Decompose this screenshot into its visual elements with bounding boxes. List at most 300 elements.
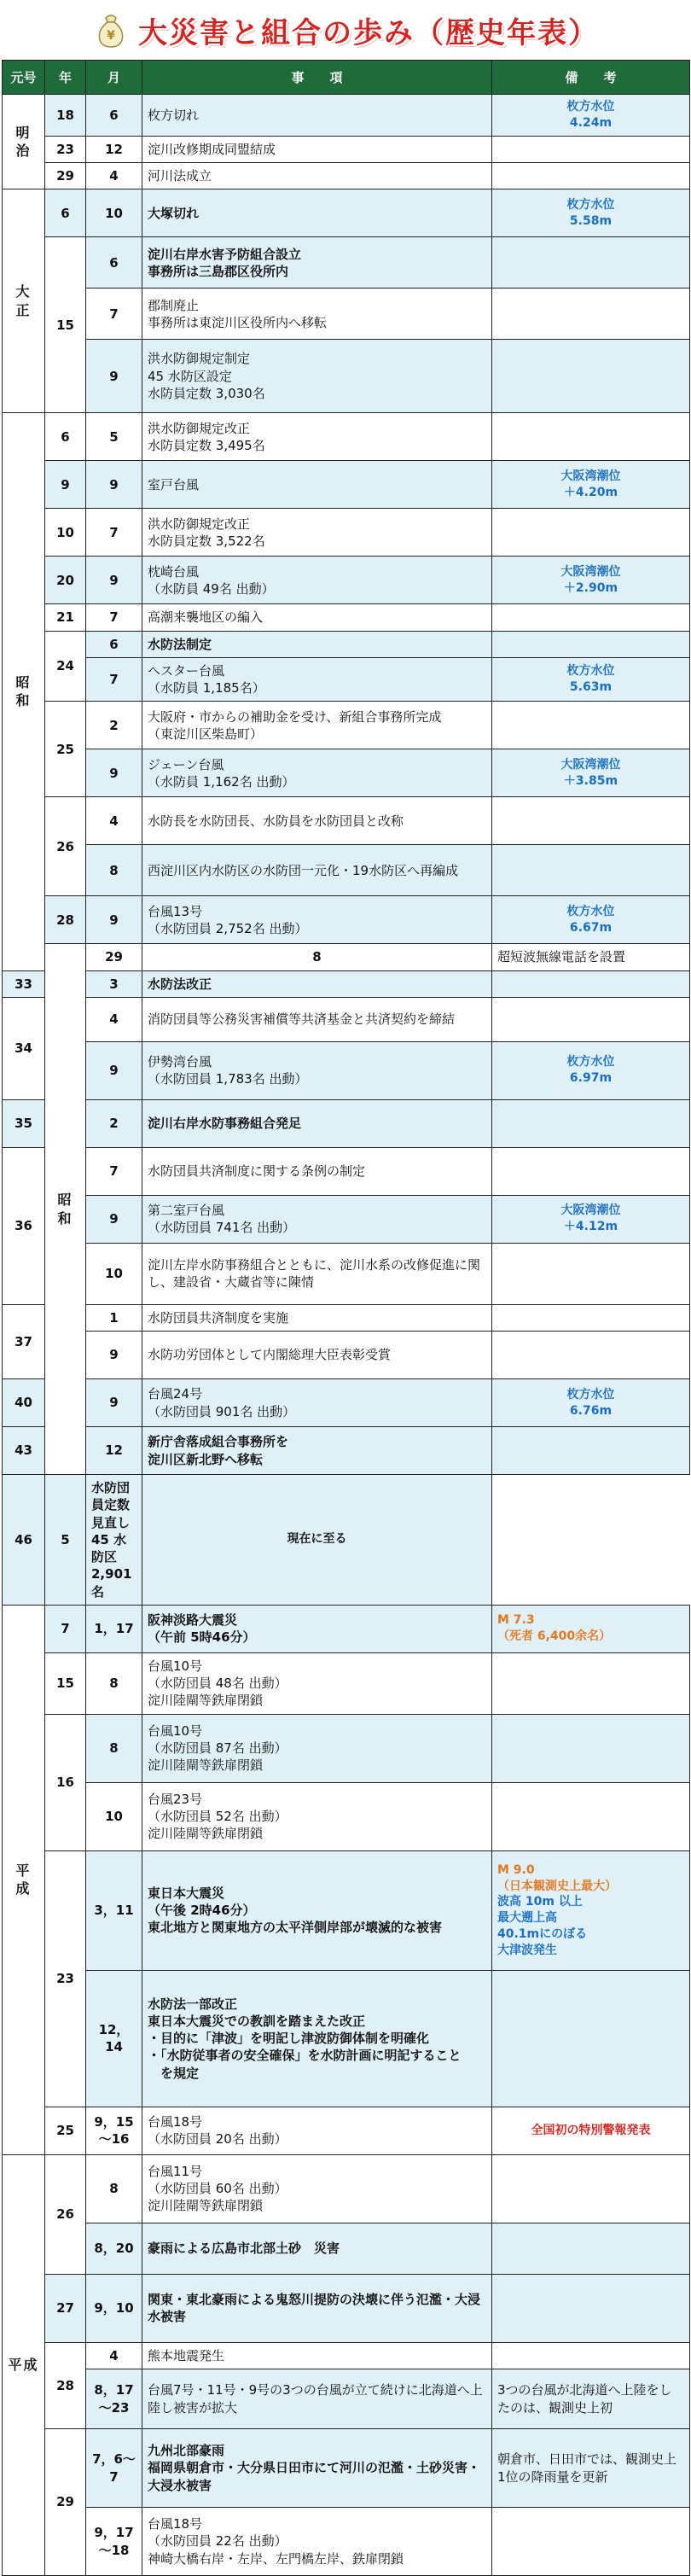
event-cell	[142, 1099, 492, 1147]
note-line: （死者 6,400余名）	[497, 1629, 612, 1644]
table-row	[3, 657, 690, 702]
month-cell: 9	[86, 1332, 142, 1379]
table-row	[3, 1195, 690, 1243]
event-line: 水防法制定	[148, 636, 212, 652]
event-line: 洪水防御規定改正	[148, 516, 251, 532]
event-line: 郡制廃止	[148, 297, 200, 313]
table-row	[3, 997, 690, 1041]
col-era: 元号	[3, 61, 45, 95]
event-line: 東日本大震災	[148, 1885, 225, 1901]
event-line: 枕崎台風	[148, 563, 200, 580]
month-cell: 10	[86, 1782, 142, 1850]
table-header-row	[3, 61, 690, 95]
note-cell	[492, 95, 690, 137]
month-cell: 9	[86, 1041, 142, 1099]
event-cell	[142, 1304, 492, 1331]
table-row	[3, 2342, 690, 2369]
month-cell: 9，17～18	[86, 2508, 142, 2576]
event-cell	[142, 189, 492, 237]
event-cell	[142, 340, 492, 413]
year-cell: 35	[3, 1099, 45, 1147]
note-line: ＋3.85m	[563, 773, 618, 788]
table-row	[3, 1243, 690, 1304]
month-cell: 9	[86, 749, 142, 797]
page-title: 大災害と組合の歩み（歴史年表）	[138, 15, 599, 50]
table-row	[3, 631, 690, 657]
note-line: 6.97m	[569, 1071, 613, 1086]
event-cell	[142, 997, 492, 1041]
month-cell: 12，14	[86, 1970, 142, 2107]
table-row	[3, 2223, 690, 2274]
event-cell	[142, 1147, 492, 1195]
note-line: 5.63m	[569, 680, 613, 695]
event-line: 水防員定数 3,522名	[148, 533, 265, 549]
note-cell	[492, 340, 690, 413]
note-cell	[492, 657, 690, 702]
table-row	[3, 288, 690, 340]
event-line: を規定	[148, 2065, 200, 2081]
event-line: 水防長を水防団長、水防員を水防団員と改称	[148, 813, 404, 829]
col-year: 年	[45, 61, 86, 95]
month-cell: 3	[86, 970, 142, 997]
event-line: 洪水防御規定改正	[148, 420, 251, 436]
year-cell: 24	[45, 631, 86, 702]
note-cell	[492, 1099, 690, 1147]
era-cell: 平 成	[3, 1605, 45, 2154]
note-cell	[492, 631, 690, 657]
table-row	[3, 95, 690, 137]
year-cell: 29	[45, 2429, 86, 2576]
table-body	[3, 95, 690, 2576]
year-cell: 29	[45, 163, 86, 189]
note-line: ＋4.12m	[563, 1220, 618, 1234]
event-line: 事務所は東淀川区役所内へ移転	[148, 314, 328, 330]
month-cell: 8	[86, 1652, 142, 1714]
event-line: （水防団員 901名 出動）	[148, 1403, 296, 1419]
note-line: 5.58m	[569, 213, 613, 228]
event-line: （水防団員 2,752名 出動）	[148, 920, 308, 936]
year-cell: 25	[45, 2107, 86, 2154]
event-cell	[86, 1475, 142, 1606]
event-cell	[142, 461, 492, 509]
year-cell: 20	[45, 557, 86, 604]
month-cell: 9，15～16	[86, 2107, 142, 2154]
table-row	[3, 1147, 690, 1195]
event-line: 水防員定数 3,030名	[148, 385, 265, 401]
event-cell	[142, 2508, 492, 2576]
event-cell	[142, 413, 492, 461]
note-line: 大阪湾潮位	[560, 1203, 621, 1218]
note-line: M 9.0	[497, 1862, 535, 1877]
event-cell	[142, 2223, 492, 2274]
event-line: （東淀川区柴島町）	[148, 726, 264, 742]
month-cell: 12	[86, 1427, 142, 1475]
note-cell	[492, 2107, 690, 2154]
note-cell	[492, 1332, 690, 1379]
table-row	[3, 797, 690, 845]
event-cell	[142, 896, 492, 944]
table-row	[3, 413, 690, 461]
note-cell	[492, 163, 690, 189]
year-cell: 43	[3, 1427, 45, 1475]
note-line: 3つの台風が北海道へ上陸をしたのは、観測史上初	[497, 2382, 672, 2416]
event-cell	[142, 2107, 492, 2154]
history-table	[2, 60, 690, 2576]
event-line: 台風24号	[148, 1386, 203, 1402]
table-row	[3, 461, 690, 509]
note-line: 枚方水位	[566, 904, 615, 918]
event-line: 枚方切れ	[148, 107, 200, 123]
month-cell: 6	[86, 631, 142, 657]
month-cell: 4	[86, 2342, 142, 2369]
col-event: 事 項	[142, 61, 492, 95]
note-cell	[142, 1475, 492, 1606]
event-line: 事務所は三島郡区役所内	[148, 263, 289, 279]
table-row	[3, 2154, 690, 2223]
year-cell: 37	[3, 1304, 45, 1378]
note-cell	[492, 1195, 690, 1243]
year-cell: 27	[45, 2274, 86, 2342]
table-row	[3, 1099, 690, 1147]
event-line: （水防団員 52名 出動）	[148, 1809, 287, 1825]
event-cell	[142, 2369, 492, 2429]
event-cell	[142, 2154, 492, 2223]
event-line: （水防団員 22名 出動）	[148, 2533, 287, 2550]
table-row	[3, 749, 690, 797]
year-cell: 40	[3, 1379, 45, 1427]
event-cell	[142, 1652, 492, 1714]
month-cell: 10	[86, 1243, 142, 1304]
year-cell: 18	[45, 95, 86, 137]
note-cell	[492, 970, 690, 997]
year-cell: 28	[45, 896, 86, 944]
event-line: 台風18号	[148, 2516, 203, 2532]
table-row	[3, 2429, 690, 2508]
month-cell: 7	[86, 509, 142, 557]
event-cell	[492, 944, 690, 970]
year-cell: 36	[3, 1147, 45, 1304]
year-cell: 6	[45, 189, 86, 237]
year-cell: 46	[3, 1475, 45, 1606]
table-row	[3, 557, 690, 604]
month-cell: 5	[45, 1475, 86, 1606]
event-cell	[142, 1714, 492, 1782]
event-cell	[142, 163, 492, 189]
event-cell	[142, 2429, 492, 2508]
event-line: 淀川改修期成同盟結成	[148, 141, 276, 157]
event-line: 淀川陸閘等鉄扉閉鎖	[148, 2198, 264, 2214]
table-row	[3, 944, 690, 970]
year-cell: 23	[45, 136, 86, 162]
month-cell: 9	[86, 340, 142, 413]
event-line: 水防員定数 3,495名	[148, 437, 265, 453]
note-line: 大津波発生	[497, 1944, 557, 1958]
event-cell	[142, 1782, 492, 1850]
month-cell: 7	[86, 288, 142, 340]
table-row	[3, 2508, 690, 2576]
table-row	[3, 2107, 690, 2154]
note-cell	[492, 797, 690, 845]
event-line: 45 水防区設定	[148, 368, 232, 384]
event-line: ・目的に「津波」を明記し津波防御体制を明確化	[148, 2031, 430, 2047]
event-cell	[142, 1379, 492, 1427]
note-line: 40.1mにのぼる	[497, 1927, 588, 1942]
era-cell: 明 治	[3, 95, 45, 189]
event-cell	[142, 288, 492, 340]
month-cell: 7	[86, 604, 142, 631]
event-line: 東日本大震災での教訓を踏まえた改正	[148, 2013, 366, 2029]
col-month: 月	[86, 61, 142, 95]
event-line: 水防法一部改正	[148, 1996, 238, 2012]
event-line: ジェーン台風	[148, 756, 224, 772]
note-line: 最大遡上高	[497, 1911, 557, 1926]
event-line: （午後 2時46分）	[148, 1903, 256, 1919]
event-line: 西淀川区内水防区の水防団一元化・19水防区へ再編成	[148, 862, 459, 878]
table-row	[3, 237, 690, 288]
year-cell: 25	[45, 702, 86, 797]
era-cell: 昭 和	[45, 944, 86, 1475]
month-cell: 7，6～7	[86, 2429, 142, 2508]
year-cell: 23	[45, 1850, 86, 2107]
note-cell	[492, 1147, 690, 1195]
event-cell	[142, 657, 492, 702]
event-line: 水防功労団体として内閣総理大臣表彰受賞	[148, 1347, 392, 1363]
event-line: 伊勢湾台風	[148, 1054, 212, 1070]
era-cell: 昭 和	[3, 413, 45, 970]
month-cell: 4	[86, 997, 142, 1041]
month-cell: 5	[86, 413, 142, 461]
table-row	[3, 1605, 690, 1652]
note-cell	[492, 1041, 690, 1099]
event-line: ・「水防従事者の安全確保」を水防計画に明記すること	[148, 2048, 462, 2064]
note-line: 4.24m	[569, 115, 613, 130]
event-line: 高潮来襲地区の編入	[148, 609, 264, 626]
event-cell	[142, 1605, 492, 1652]
event-line: 第二室戸台風	[148, 1203, 225, 1219]
month-cell: 6	[86, 237, 142, 288]
event-line: 河川法成立	[148, 168, 212, 184]
month-cell: 8，20	[86, 2223, 142, 2274]
month-cell: 8	[86, 2154, 142, 2223]
event-cell	[142, 2274, 492, 2342]
event-cell	[142, 2342, 492, 2369]
note-cell	[492, 237, 690, 288]
note-line: 朝倉市、日田市では、観測史上1位の降雨量を更新	[497, 2451, 677, 2485]
note-line: ＋2.90m	[563, 580, 618, 595]
note-line: 枚方水位	[566, 664, 615, 679]
event-line: 福岡県朝倉市・大分県日田市にて河川の氾濫・土砂災害・大浸水被害	[148, 2460, 481, 2493]
event-line: 台風7号・11号・9号の3つの台風が立て続けに北海道へ上陸し被害が拡大	[148, 2382, 483, 2416]
note-cell	[492, 1243, 690, 1304]
event-cell	[142, 702, 492, 749]
note-cell	[492, 2508, 690, 2576]
event-line: 淀川右岸水害予防組合設立	[148, 246, 302, 262]
note-cell	[492, 2154, 690, 2223]
event-line: 台風23号	[148, 1791, 203, 1807]
year-cell: 15	[45, 237, 86, 413]
event-cell	[142, 797, 492, 845]
page-header	[0, 0, 691, 60]
month-cell: 6	[86, 95, 142, 137]
table-row	[3, 1475, 690, 1606]
month-cell: 9，10	[86, 2274, 142, 2342]
note-line: 大阪湾潮位	[560, 564, 621, 579]
month-cell: 9	[86, 1379, 142, 1427]
note-cell	[492, 1605, 690, 1652]
table-row	[3, 136, 690, 162]
note-cell	[492, 1714, 690, 1782]
month-cell: 2	[86, 1099, 142, 1147]
note-cell	[492, 1304, 690, 1331]
note-cell	[492, 2369, 690, 2429]
event-line: （水防員 1,162名 出動）	[148, 773, 295, 790]
year-cell: 9	[45, 461, 86, 509]
table-row	[3, 509, 690, 557]
note-cell	[492, 1427, 690, 1475]
month-cell: 3，11	[86, 1850, 142, 1970]
title-wrap	[92, 9, 599, 51]
event-line: 淀川陸閘等鉄扉閉鎖	[148, 1693, 264, 1709]
event-line: 九州北部豪雨	[148, 2443, 225, 2459]
year-cell: 33	[3, 970, 45, 997]
note-cell	[492, 1970, 690, 2107]
event-line: 大阪府・市からの補助金を受け、新組合事務所完成	[148, 708, 442, 725]
note-cell	[492, 702, 690, 749]
event-line: 台風10号	[148, 1722, 203, 1739]
note-cell	[492, 189, 690, 237]
note-line: M 7.3	[497, 1613, 535, 1628]
event-line: 関東・東北豪雨による鬼怒川提防の決壊に伴う氾濫・大浸水被害	[148, 2292, 481, 2325]
event-cell	[142, 237, 492, 288]
event-cell	[142, 136, 492, 162]
event-line: 洪水防御規定制定	[148, 351, 251, 367]
event-cell	[142, 1332, 492, 1379]
event-line: （水防団員 20名 出動）	[148, 2131, 287, 2148]
event-cell	[142, 95, 492, 137]
event-line: 阪神淡路大震災	[148, 1612, 238, 1629]
month-cell: 1，17	[86, 1605, 142, 1652]
event-cell	[142, 1850, 492, 1970]
event-line: 台風13号	[148, 903, 203, 919]
note-cell	[492, 1652, 690, 1714]
table-row	[3, 1304, 690, 1331]
table-row	[3, 1850, 690, 1970]
svg-text:¥: ¥	[107, 29, 115, 43]
note-cell	[492, 1782, 690, 1850]
note-cell	[492, 461, 690, 509]
year-cell: 10	[45, 509, 86, 557]
table-row	[3, 1427, 690, 1475]
event-cell	[142, 631, 492, 657]
event-line: 水防団員共済制度を実施	[148, 1309, 289, 1326]
event-line: 淀川陸閘等鉄扉閉鎖	[148, 1826, 264, 1842]
note-line: ＋4.20m	[563, 485, 618, 499]
event-line: 大塚切れ	[148, 205, 200, 221]
note-line: 現在に至る	[287, 1532, 347, 1547]
event-line: 水防団員定数見直し	[91, 1480, 131, 1530]
year-cell: 7	[45, 1605, 86, 1652]
note-cell	[492, 509, 690, 557]
month-cell: 9	[86, 896, 142, 944]
month-cell: 4	[86, 797, 142, 845]
event-line: 神崎大橋右岸・左岸、左門橋左岸、鉄扉閉鎖	[148, 2550, 404, 2567]
event-cell	[142, 845, 492, 896]
table-row	[3, 845, 690, 896]
year-cell: 15	[45, 1652, 86, 1714]
table-row	[3, 163, 690, 189]
event-line: 台風18号	[148, 2114, 203, 2130]
note-cell	[492, 2274, 690, 2342]
month-cell: 9	[86, 1195, 142, 1243]
table-row	[3, 1714, 690, 1782]
event-line: 淀川右岸水防事務組合発足	[148, 1116, 302, 1132]
year-cell: 16	[45, 1714, 86, 1850]
event-line: ヘスター台風	[148, 662, 225, 679]
table-row	[3, 189, 690, 237]
event-line: 45 水防区 2,901名	[91, 1531, 132, 1600]
event-cell	[142, 1970, 492, 2107]
month-cell: 8，17～23	[86, 2369, 142, 2429]
event-line: （水防団員 87名 出動）	[148, 1740, 287, 1757]
table-row	[3, 970, 690, 997]
money-bag-icon	[92, 11, 130, 49]
note-line: 枚方水位	[566, 197, 615, 212]
event-line: 熊本地震発生	[148, 2347, 225, 2363]
month-cell: 8	[86, 845, 142, 896]
event-line: 豪雨による広島市北部土砂 災害	[148, 2241, 340, 2257]
month-cell: 9	[86, 461, 142, 509]
year-cell: 26	[45, 797, 86, 896]
table-row	[3, 1332, 690, 1379]
event-cell	[142, 1427, 492, 1475]
event-line: 室戸台風	[148, 476, 200, 492]
month-cell: 1	[86, 1304, 142, 1331]
note-line: 大阪湾潮位	[560, 757, 621, 772]
table-row	[3, 1379, 690, 1427]
event-line: （水防団員 48名 出動）	[148, 1676, 287, 1692]
note-cell	[492, 2223, 690, 2274]
note-cell	[492, 2342, 690, 2369]
note-line: （日本観測史上最大）	[497, 1879, 617, 1893]
year-cell: 6	[45, 413, 86, 461]
table-row	[3, 2369, 690, 2429]
event-cell	[142, 557, 492, 604]
event-line: 台風11号	[148, 2163, 203, 2179]
note-cell	[492, 136, 690, 162]
table-row	[3, 1970, 690, 2107]
event-line: 東北地方と関東地方の太平洋側岸部が壊滅的な被害	[148, 1920, 443, 1936]
event-cell	[142, 1195, 492, 1243]
note-cell	[492, 749, 690, 797]
note-line: 大阪湾潮位	[560, 469, 621, 483]
note-cell	[492, 997, 690, 1041]
note-cell	[492, 413, 690, 461]
note-cell	[492, 288, 690, 340]
month-cell: 2	[86, 702, 142, 749]
month-cell: 12	[86, 136, 142, 162]
event-line: 淀川陸閘等鉄扉閉鎖	[148, 1757, 264, 1774]
year-cell: 21	[45, 604, 86, 631]
event-cell	[142, 1041, 492, 1099]
month-cell: 10	[86, 189, 142, 237]
month-cell: 8	[142, 944, 492, 970]
note-cell	[492, 557, 690, 604]
month-cell: 9	[86, 557, 142, 604]
event-line: 超短波無線電話を設置	[497, 949, 626, 965]
table-row	[3, 1041, 690, 1099]
month-cell: 4	[86, 163, 142, 189]
table-row	[3, 702, 690, 749]
